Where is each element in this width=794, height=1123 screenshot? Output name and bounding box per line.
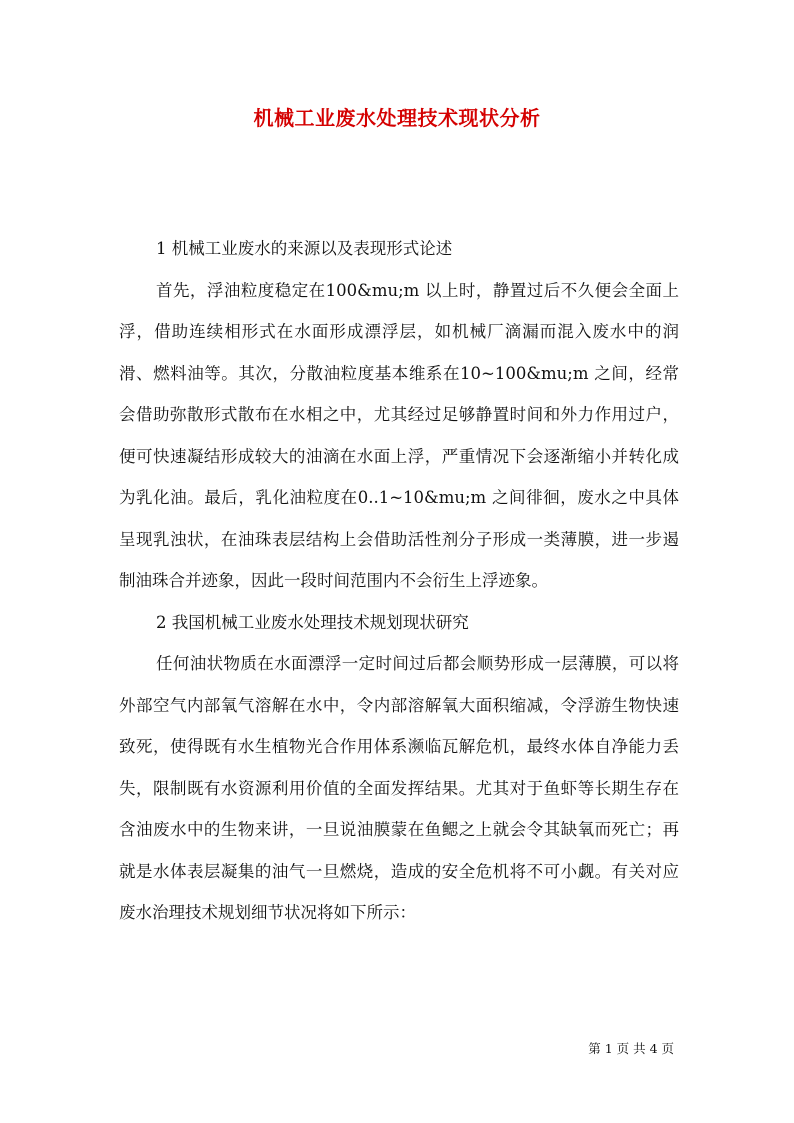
document-title: 机械工业废水处理技术现状分析	[253, 106, 541, 130]
section-2-heading: 2 我国机械工业废水处理技术规划现状研究	[156, 612, 469, 632]
document-body	[119, 228, 679, 934]
section-1-heading: 1 机械工业废水的来源以及表现形式论述	[156, 239, 453, 258]
section-1-paragraph: 首先，浮油粒度稳定在100&mu;m 以上时，静置过后不久便会全面上浮，借助连续相形式在水面形成漂浮层，如机械厂滴漏而混入废水中的润滑、燃料油等。其次，分散油粒度基本维系在10~100&mu;m 之间，经常会借助弥散形式散布在水相之中，尤其经过足够静置时间和外力作用过户，便可快速凝结形成较大的油滴在水面上浮，严重情况下会逐渐缩小并转化成为乳化油。最后，乳化油粒度在0..1~10&mu;m 之间徘徊，废水之中具体呈现乳浊状，在油珠表层结构上会借助活性剂分子形成一类薄膜，进一步遏制油珠合并迹象，因此一段时间范围内不会衍生上浮迹象。	[119, 280, 679, 590]
section-2-paragraph: 任何油状物质在水面漂浮一定时间过后都会顺势形成一层薄膜，可以将外部空气内部氧气溶解在水中，令内部溶解氧大面积缩减，令浮游生物快速致死，使得既有水生植物光合作用体系濒临瓦解危机，最终水体自净能力丢失，限制既有水资源利用价值的全面发挥结果。尤其对于鱼虾等长期生存在含油废水中的生物来讲，一旦说油膜蒙在鱼鳃之上就会令其缺氧而死亡；再就是水体表层凝集的油气一旦燃烧，造成的安全危机将不可小觑。有关对应废水治理技术规划细节状况将如下所示：	[119, 654, 679, 922]
page-number-footer: 第 1 页 共 4 页	[588, 1041, 674, 1056]
